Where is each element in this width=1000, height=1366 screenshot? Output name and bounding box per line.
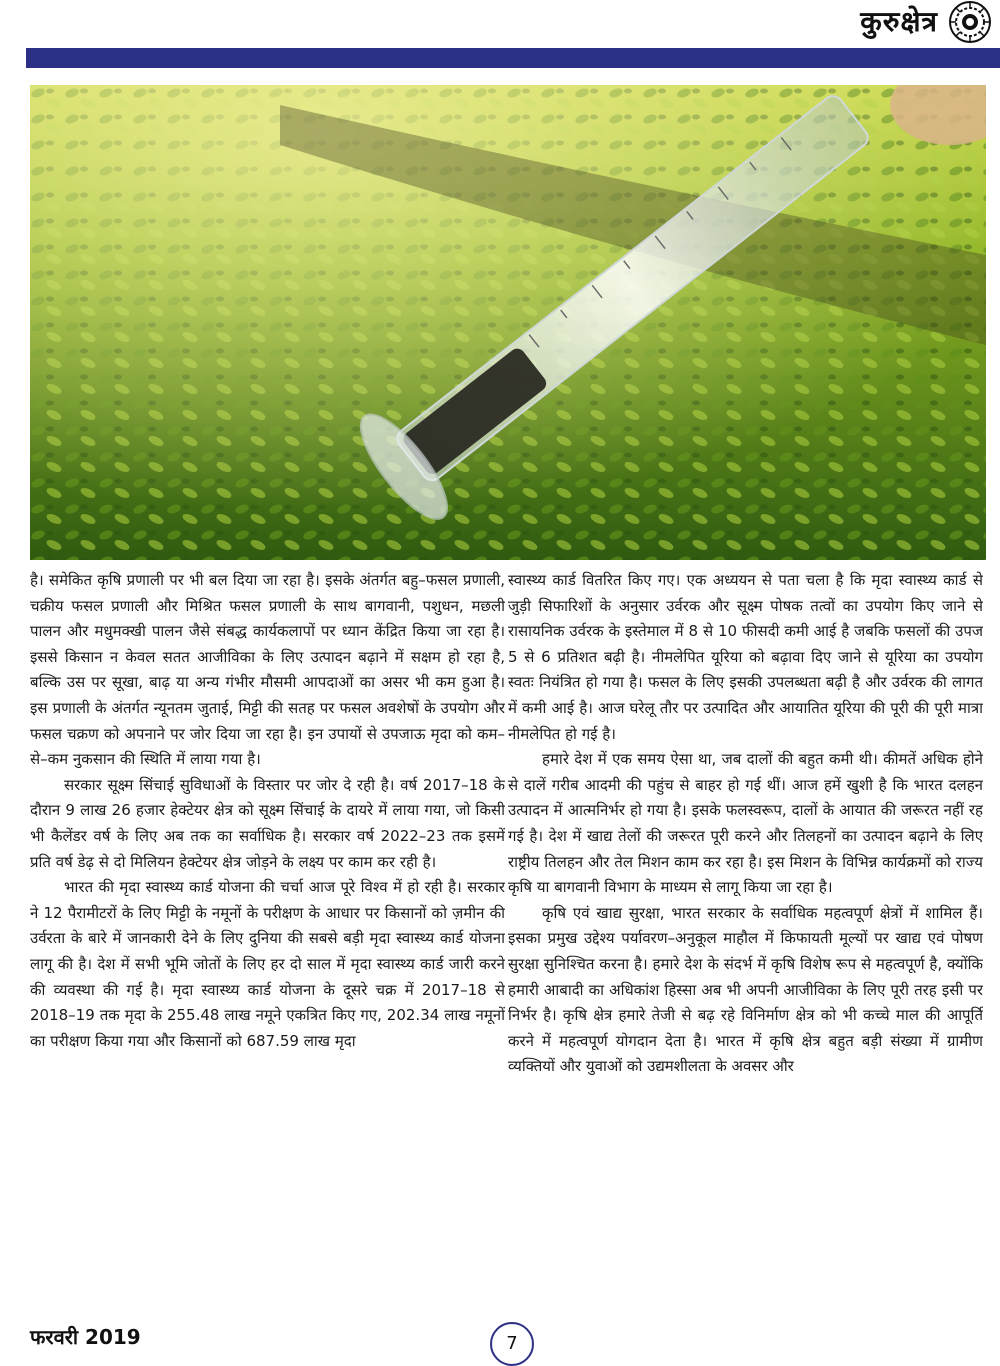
emblem-logo-icon (948, 0, 992, 44)
issue-date: फरवरी 2019 (30, 1325, 141, 1349)
paragraph: हमारे देश में एक समय ऐसा था, जब दालों की बहुत कमी थी। कीमतें अधिक होने से दालें गरीब आदमी की पहुंच से बाहर हो गई थीं। आज हमें खुशी है कि भारत दलहन उत्पादन में आत्मनिर्भर हो गया है। इसके फलस्वरूप, दालों के आयात की जरूरत नहीं रह गई है। देश में खाद्य तेलों की जरूरत पूरी करने और तिलहनों का उत्पादन बढ़ाने के लिए राष्ट्रीय तिलहन और तेल मिशन काम कर रहा है। इस मिशन के विभिन्न कार्यक्रमों को राज्य कृषि या बागवानी विभाग के माध्यम से लागू किया जा रहा है। (508, 750, 983, 897)
header-accent-bar (26, 48, 1000, 68)
text-column-left (30, 568, 505, 1298)
paragraph: स्वास्थ्य कार्ड वितरित किए गए। एक अध्ययन से पता चला है कि मृदा स्वास्थ्य कार्ड से जुड़ी सिफारिशों के अनुसार उर्वरक और सूक्ष्म पोषक तत्वों का उपयोग किए जाने से रासायनिक उर्वरक के इस्तेमाल में 8 से 10 फीसदी कमी आई है जबकि फसलों की उपज 5 से 6 प्रतिशत बढ़ी है। नीमलेपित यूरिया को बढ़ावा दिए जाने से यूरिया का उपयोग स्वतः नियंत्रित हो गया है। फसल के लिए इसकी उपलब्धता बढ़ी है और उर्वरक की लागत में कमी आई है। आज घरेलू तौर पर उत्पादित और आयातित यूरिया की पूरी की पूरी मात्रा नीमलेपित हो गई है। (508, 571, 983, 743)
paragraph: है। समेकित कृषि प्रणाली पर भी बल दिया जा रहा है। इसके अंतर्गत बहु–फसल प्रणाली, चक्रीय फसल प्रणाली और मिश्रित फसल प्रणाली के साथ बागवानी, पशुधन, मछली पालन और मधुमक्खी पालन जैसे संबद्ध कार्यकलापों पर ध्यान केंद्रित किया जा रहा है। इससे किसान न केवल सतत आजीविका के लिए उत्पादन बढ़ाने में सक्षम हो रहा है, बल्कि उस पर सूखा, बाढ़ या अन्य गंभीर मौसमी आपदाओं का असर भी कम हुआ है। इस प्रणाली के अंतर्गत न्यूनतम जुताई, मिट्टी की सतह पर फसल अवशेषों के उपयोग और फसल चक्रण को अपनाने पर जोर दिया जा रहा है। इन उपायों से उपजाऊ मृदा को कम–से–कम नुकसान की स्थिति में लाया गया है। (30, 571, 505, 769)
paragraph: भारत की मृदा स्वास्थ्य कार्ड योजना की चर्चा आज पूरे विश्व में हो रही है। सरकार ने 12 पैरामीटरों के लिए मिट्टी के नमूनों के परीक्षण के आधार पर किसानों को ज़मीन की उर्वरता के बारे में जानकारी देने के लिए दुनिया की सबसे बड़ी मृदा स्वास्थ्य कार्ड योजना लागू की है। देश में सभी भूमि जोतों के लिए हर दो साल में मृदा स्वास्थ्य कार्ड जारी करने की व्यवस्था की गई है। मृदा स्वास्थ्य कार्ड योजना के दूसरे चक्र में 2017–18 से 2018–19 तक मृदा के 255.48 लाख नमूने एकत्रित किए गए, 202.34 लाख नमूनों का परीक्षण किया गया और किसानों को 687.59 लाख मृदा (30, 878, 505, 1050)
photo-illustration (30, 85, 986, 560)
magazine-title: कुरुक्षेत्र (860, 5, 938, 38)
text-column-right (508, 568, 983, 1298)
paragraph: कृषि एवं खाद्य सुरक्षा, भारत सरकार के सर्वाधिक महत्वपूर्ण क्षेत्रों में शामिल हैं। इसका प्रमुख उद्देश्य पर्यावरण–अनुकूल माहौल में किफायती मूल्यों पर खाद्य एवं पोषण सुरक्षा सुनिश्चित करना है। हमारे देश के संदर्भ में कृषि विशेष रूप से महत्वपूर्ण है, क्योंकि हमारी आबादी का अधिकांश हिस्सा अब भी अपनी आजीविका के लिए पूरी तरह इसी पर निर्भर है। कृषि क्षेत्र हमारे तेजी से बढ़ रहे विनिर्माण क्षेत्र को भी कच्चे माल की आपूर्ति करने में महत्वपूर्ण योगदान देता है। भारत में कृषि क्षेत्र बहुत बड़ी संख्या में ग्रामीण व्यक्तियों और युवाओं को उद्यमशीलता के अवसर और (508, 903, 983, 1076)
paragraph: सरकार सूक्ष्म सिंचाई सुविधाओं के विस्तार पर जोर दे रही है। वर्ष 2017–18 के दौरान 9 लाख 26 हजार हेक्टेयर क्षेत्र को सूक्ष्म सिंचाई के दायरे में लाया गया, जो किसी भी कैलेंडर वर्ष के लिए अब तक का सर्वाधिक है। सरकार वर्ष 2022–23 तक इसमें प्रति वर्ष डेढ़ से दो मिलियन हेक्टेयर क्षेत्र जोड़ने के लक्ष्य पर काम कर रही है। (30, 775, 505, 871)
page-header (0, 0, 1000, 72)
page-number: 7 (490, 1322, 534, 1366)
soil-test-photo (30, 85, 986, 560)
